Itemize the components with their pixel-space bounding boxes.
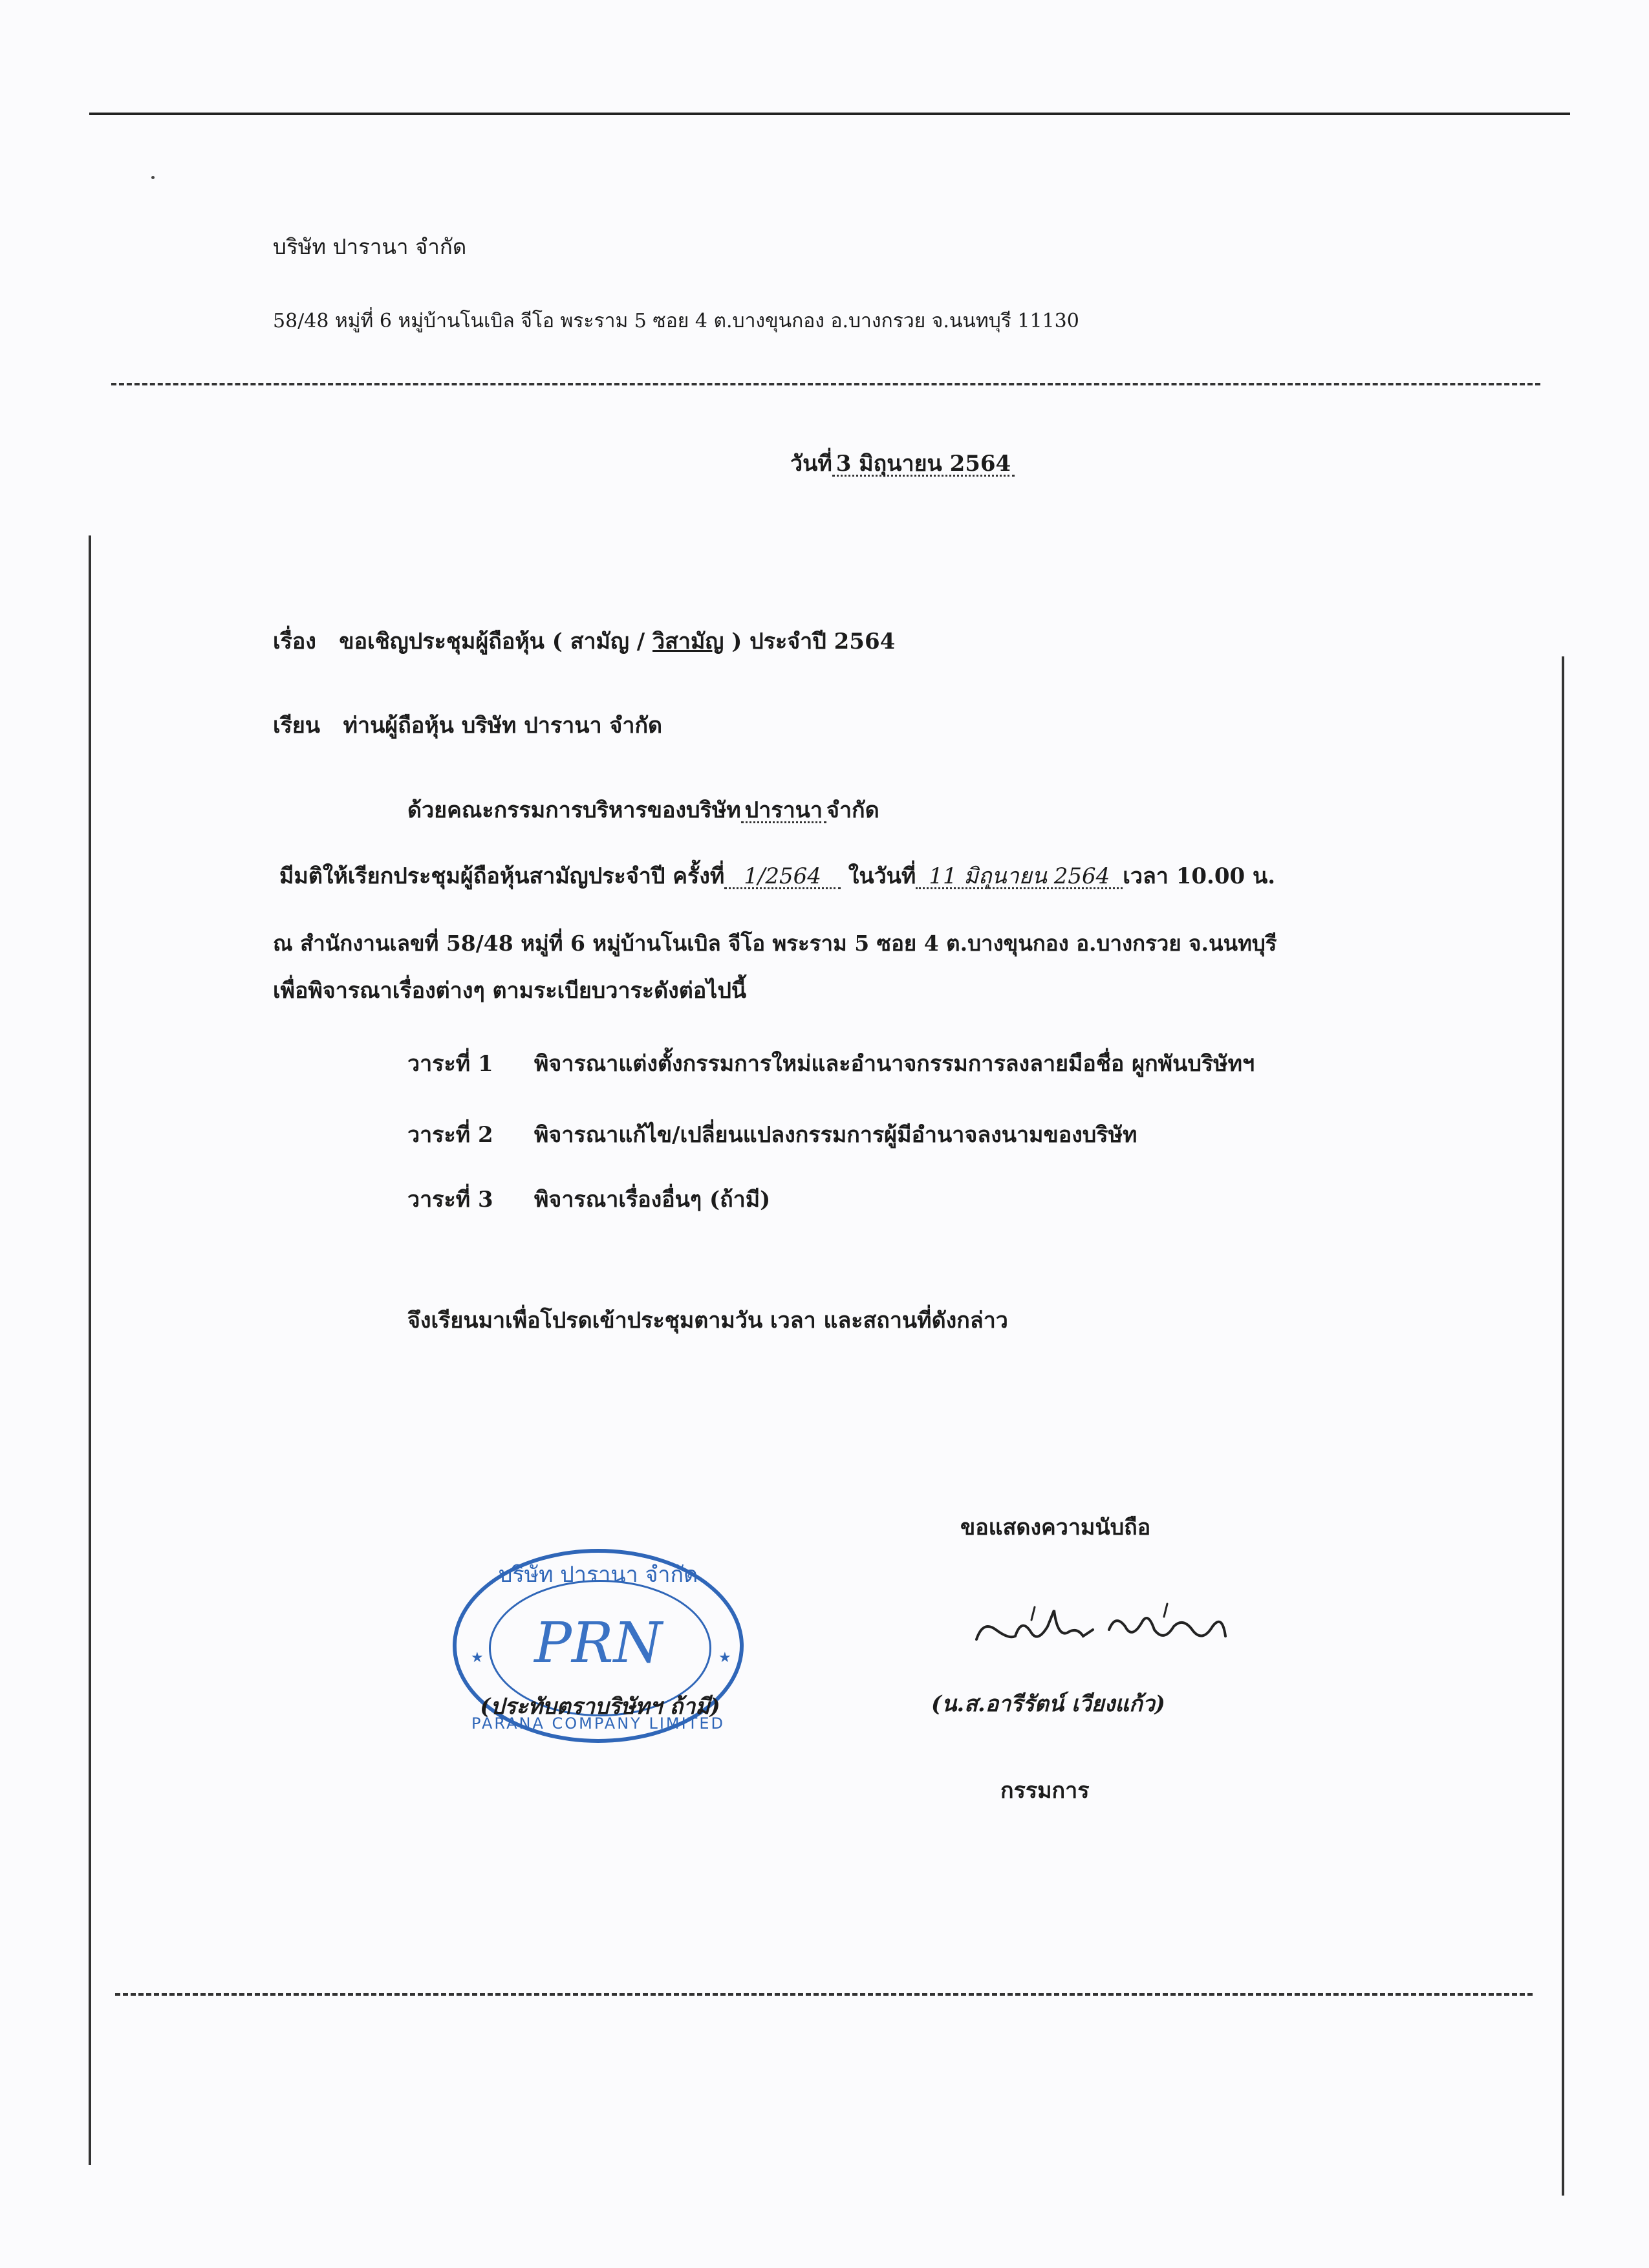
- company-name: บริษัท ปารานา จำกัด: [273, 234, 467, 259]
- signatory-position: กรรมการ: [1000, 1778, 1090, 1804]
- company-stamp: [453, 1549, 744, 1743]
- agenda-1-label: วาระที่ 1: [407, 1051, 493, 1077]
- stamp-star-left: ★: [471, 1650, 484, 1666]
- body-line1-company: ปารานา: [741, 799, 826, 823]
- closing-line: จึงเรียนมาเพื่อโปรดเข้าประชุมตามวัน เวลา และสถานที่ดังกล่าว: [407, 1308, 1008, 1334]
- recipient-text: ท่านผู้ถือหุ้น บริษัท ปารานา จำกัด: [343, 713, 663, 739]
- body-line-2: [279, 865, 1275, 889]
- recipient-line: [273, 715, 662, 737]
- agenda-3-label: วาระที่ 3: [407, 1187, 493, 1213]
- agenda-1-text: พิจารณาแต่งตั้งกรรมการใหม่และอำนาจกรรมการลงลายมือชื่อ ผูกพันบริษัทฯ: [534, 1051, 1255, 1077]
- subject-underlined: วิสามัญ: [652, 629, 724, 654]
- body-line2-mid: ในวันที่: [848, 863, 916, 889]
- meeting-number: 1/2564: [724, 865, 841, 889]
- subject-text-after: ) ประจำปี 2564: [731, 629, 896, 654]
- body-line-4: เพื่อพิจารณาเรื่องต่างๆ ตามระเบียบวาระดังต่อไปนี้: [273, 978, 747, 1004]
- recipient-label: เรียน: [273, 713, 321, 739]
- body-line-3: ณ สำนักงานเลขที่ 58/48 หมู่ที่ 6 หมู่บ้านโนเบิล จีโอ พระราม 5 ซอย 4 ต.บางขุนกอง อ.บางกรวย จ.นนทบุรี: [273, 931, 1277, 956]
- stamp-top-text: บริษัท ปารานา จำกัด: [498, 1562, 698, 1588]
- meeting-date: 11 มิถุนายน 2564: [916, 865, 1123, 889]
- body-line2-prefix: มีมติให้เรียกประชุมผู้ถือหุ้นสามัญประจำปี ครั้งที่: [279, 863, 725, 889]
- subject-text-before: ขอเชิญประชุมผู้ถือหุ้น ( สามัญ /: [339, 629, 645, 654]
- date-prefix: วันที่: [790, 451, 832, 477]
- agenda-3-text: พิจารณาเรื่องอื่นๆ (ถ้ามี): [534, 1187, 771, 1213]
- left-frame-line: [89, 535, 91, 2165]
- footer-dashed-rule: [115, 1993, 1533, 1996]
- company-address: 58/48 หมู่ที่ 6 หมู่บ้านโนเบิล จีโอ พระราม 5 ซอย 4 ต.บางขุนกอง อ.บางกรวย จ.นนทบุรี 11130: [273, 310, 1079, 332]
- subject-label: เรื่อง: [273, 629, 316, 654]
- top-rule: [89, 113, 1570, 115]
- agenda-2-label: วาระที่ 2: [407, 1122, 493, 1148]
- meeting-time: เวลา 10.00 น.: [1123, 863, 1276, 889]
- body-line-1: [407, 799, 879, 823]
- subject-line: [273, 631, 895, 653]
- stamp-note: (ประทับตราบริษัทฯ ถ้ามี): [480, 1694, 720, 1720]
- header-dashed-rule: [111, 383, 1540, 385]
- stamp-star-right: ★: [718, 1650, 731, 1666]
- right-frame-line: [1562, 656, 1564, 2196]
- signature: [970, 1591, 1242, 1669]
- signatory-name: (น.ส.อารีรัตน์ เวียงแก้ว): [931, 1691, 1165, 1717]
- stamp-logo: PRN: [534, 1611, 662, 1676]
- date-value: 3 มิถุนายน 2564: [832, 453, 1015, 477]
- regards-text: ขอแสดงความนับถือ: [960, 1515, 1151, 1540]
- agenda-2-text: พิจารณาแก้ไข/เปลี่ยนแปลงกรรมการผู้มีอำนาจลงนามของบริษัท: [534, 1122, 1137, 1148]
- body-line1-suffix: จำกัด: [826, 797, 879, 823]
- stamp-bottom-text: PARANA COMPANY LIMITED: [471, 1714, 725, 1733]
- scan-dot: [151, 176, 155, 179]
- body-line1-prefix: ด้วยคณะกรรมการบริหารของบริษัท: [407, 797, 741, 823]
- date-line: [790, 453, 1015, 477]
